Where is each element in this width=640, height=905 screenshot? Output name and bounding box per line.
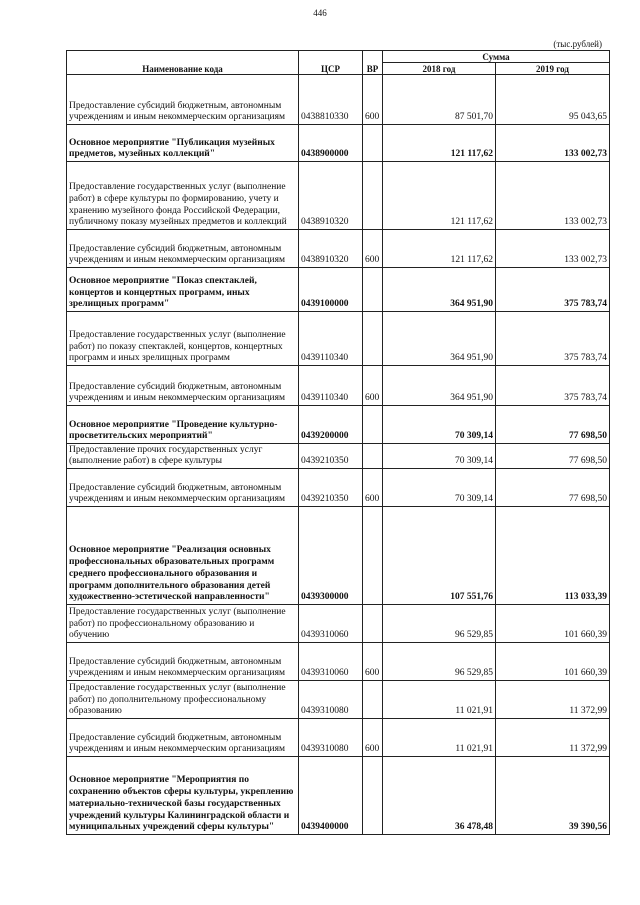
row-2018: 70 309,14 (383, 444, 496, 469)
row-2018: 11 021,91 (383, 681, 496, 719)
row-2019: 39 390,56 (496, 757, 610, 835)
row-csr: 0439300000 (299, 507, 363, 605)
table-row (67, 230, 610, 268)
header-csr: ЦСР (299, 51, 363, 75)
row-name: Предоставление субсидий бюджетным, автономным учреждениям и иным некоммерческим организациям (67, 469, 299, 507)
row-name: Основное мероприятие "Мероприятия по сохранению объектов сферы культуры, укреплению материально-технической базы государственных учреждений культуры Калининградской области и муниципальных учреждений сферы культуры" (67, 757, 299, 835)
row-csr: 0439200000 (299, 406, 363, 444)
row-2018: 364 951,90 (383, 312, 496, 366)
table-row (67, 406, 610, 444)
table-row (67, 757, 610, 835)
row-2019: 77 698,50 (496, 406, 610, 444)
row-2019: 101 660,39 (496, 643, 610, 681)
row-csr: 0439210350 (299, 469, 363, 507)
row-vr: 600 (363, 469, 383, 507)
row-2019: 77 698,50 (496, 444, 610, 469)
row-name: Предоставление субсидий бюджетным, автономным учреждениям и иным некоммерческим организациям (67, 643, 299, 681)
table-row (67, 719, 610, 757)
row-name: Предоставление субсидий бюджетным, автономным учреждениям и иным некоммерческим организациям (67, 719, 299, 757)
table-row (67, 268, 610, 312)
row-2019: 375 783,74 (496, 268, 610, 312)
row-csr: 0438910320 (299, 162, 363, 230)
row-csr: 0438900000 (299, 125, 363, 162)
row-csr: 0439400000 (299, 757, 363, 835)
table-row (67, 643, 610, 681)
row-vr (363, 312, 383, 366)
row-vr (363, 406, 383, 444)
row-2018: 36 478,48 (383, 757, 496, 835)
row-2018: 364 951,90 (383, 268, 496, 312)
row-2018: 121 117,62 (383, 230, 496, 268)
units-label: (тыс.рублей) (553, 39, 602, 49)
row-2018: 96 529,85 (383, 605, 496, 643)
row-name: Предоставление субсидий бюджетным, автономным учреждениям и иным некоммерческим организациям (67, 366, 299, 406)
table-row (67, 162, 610, 230)
row-2018: 70 309,14 (383, 469, 496, 507)
row-2019: 11 372,99 (496, 719, 610, 757)
row-vr (363, 681, 383, 719)
row-2019: 375 783,74 (496, 366, 610, 406)
row-csr: 0438810330 (299, 75, 363, 125)
table-body (67, 75, 610, 835)
table-row (67, 75, 610, 125)
row-2019: 11 372,99 (496, 681, 610, 719)
row-vr: 600 (363, 643, 383, 681)
row-vr (363, 757, 383, 835)
budget-table (66, 50, 610, 835)
row-name: Предоставление государственных услуг (выполнение работ) по показу спектаклей, концертов, концертных программ и иных зрелищных программ (67, 312, 299, 366)
row-vr: 600 (363, 366, 383, 406)
row-vr: 600 (363, 75, 383, 125)
row-name: Предоставление субсидий бюджетным, автономным учреждениям и иным некоммерческим организациям (67, 75, 299, 125)
row-vr (363, 268, 383, 312)
row-vr (363, 162, 383, 230)
row-2019: 101 660,39 (496, 605, 610, 643)
row-2019: 133 002,73 (496, 230, 610, 268)
row-2019: 375 783,74 (496, 312, 610, 366)
row-vr (363, 444, 383, 469)
row-name: Предоставление прочих государственных услуг (выполнение работ) в сфере культуры (67, 444, 299, 469)
row-csr: 0439100000 (299, 268, 363, 312)
row-2019: 113 033,39 (496, 507, 610, 605)
row-csr: 0439310080 (299, 681, 363, 719)
row-csr: 0439310060 (299, 643, 363, 681)
row-csr: 0439110340 (299, 366, 363, 406)
row-name: Предоставление субсидий бюджетным, автономным учреждениям и иным некоммерческим организациям (67, 230, 299, 268)
row-name: Основное мероприятие "Проведение культурно-просветительских мероприятий" (67, 406, 299, 444)
row-2018: 96 529,85 (383, 643, 496, 681)
header-name: Наименование кода (67, 51, 299, 75)
header-sum: Сумма (383, 51, 610, 63)
row-name: Основное мероприятие "Публикация музейных предметов, музейных коллекций" (67, 125, 299, 162)
row-2018: 121 117,62 (383, 125, 496, 162)
header-vr: ВР (363, 51, 383, 75)
row-2018: 87 501,70 (383, 75, 496, 125)
row-name: Предоставление государственных услуг (выполнение работ) в сфере культуры по формированию, учету и хранению музейного фонда Российской Федерации, публичному показу музейных предметов и коллекций (67, 162, 299, 230)
table-row (67, 507, 610, 605)
row-vr: 600 (363, 719, 383, 757)
row-csr: 0439310060 (299, 605, 363, 643)
row-2019: 77 698,50 (496, 469, 610, 507)
row-csr: 0439210350 (299, 444, 363, 469)
header-2018: 2018 год (383, 63, 496, 75)
row-vr: 600 (363, 230, 383, 268)
row-name: Предоставление государственных услуг (выполнение работ) по профессиональному образованию и обучению (67, 605, 299, 643)
row-vr (363, 125, 383, 162)
row-name: Основное мероприятие "Реализация основных профессиональных образовательных программ среднего профессионального образования и программ дополнительного образования детей художественно-эстетической направленности" (67, 507, 299, 605)
row-2018: 107 551,76 (383, 507, 496, 605)
table-row (67, 444, 610, 469)
table-row (67, 312, 610, 366)
row-2018: 364 951,90 (383, 366, 496, 406)
table-row (67, 125, 610, 162)
row-csr: 0439110340 (299, 312, 363, 366)
table-row (67, 366, 610, 406)
row-name: Предоставление государственных услуг (выполнение работ) по дополнительному профессиональному образованию (67, 681, 299, 719)
row-2018: 70 309,14 (383, 406, 496, 444)
row-2019: 95 043,65 (496, 75, 610, 125)
header-2019: 2019 год (496, 63, 610, 75)
table-row (67, 605, 610, 643)
row-csr: 0438910320 (299, 230, 363, 268)
row-2018: 11 021,91 (383, 719, 496, 757)
row-2019: 133 002,73 (496, 162, 610, 230)
row-2018: 121 117,62 (383, 162, 496, 230)
table-row (67, 469, 610, 507)
row-csr: 0439310080 (299, 719, 363, 757)
row-vr (363, 605, 383, 643)
table-row (67, 681, 610, 719)
page-number: 446 (313, 8, 327, 18)
row-vr (363, 507, 383, 605)
row-2019: 133 002,73 (496, 125, 610, 162)
row-name: Основное мероприятие "Показ спектаклей, концертов и концертных программ, иных зрелищных программ" (67, 268, 299, 312)
